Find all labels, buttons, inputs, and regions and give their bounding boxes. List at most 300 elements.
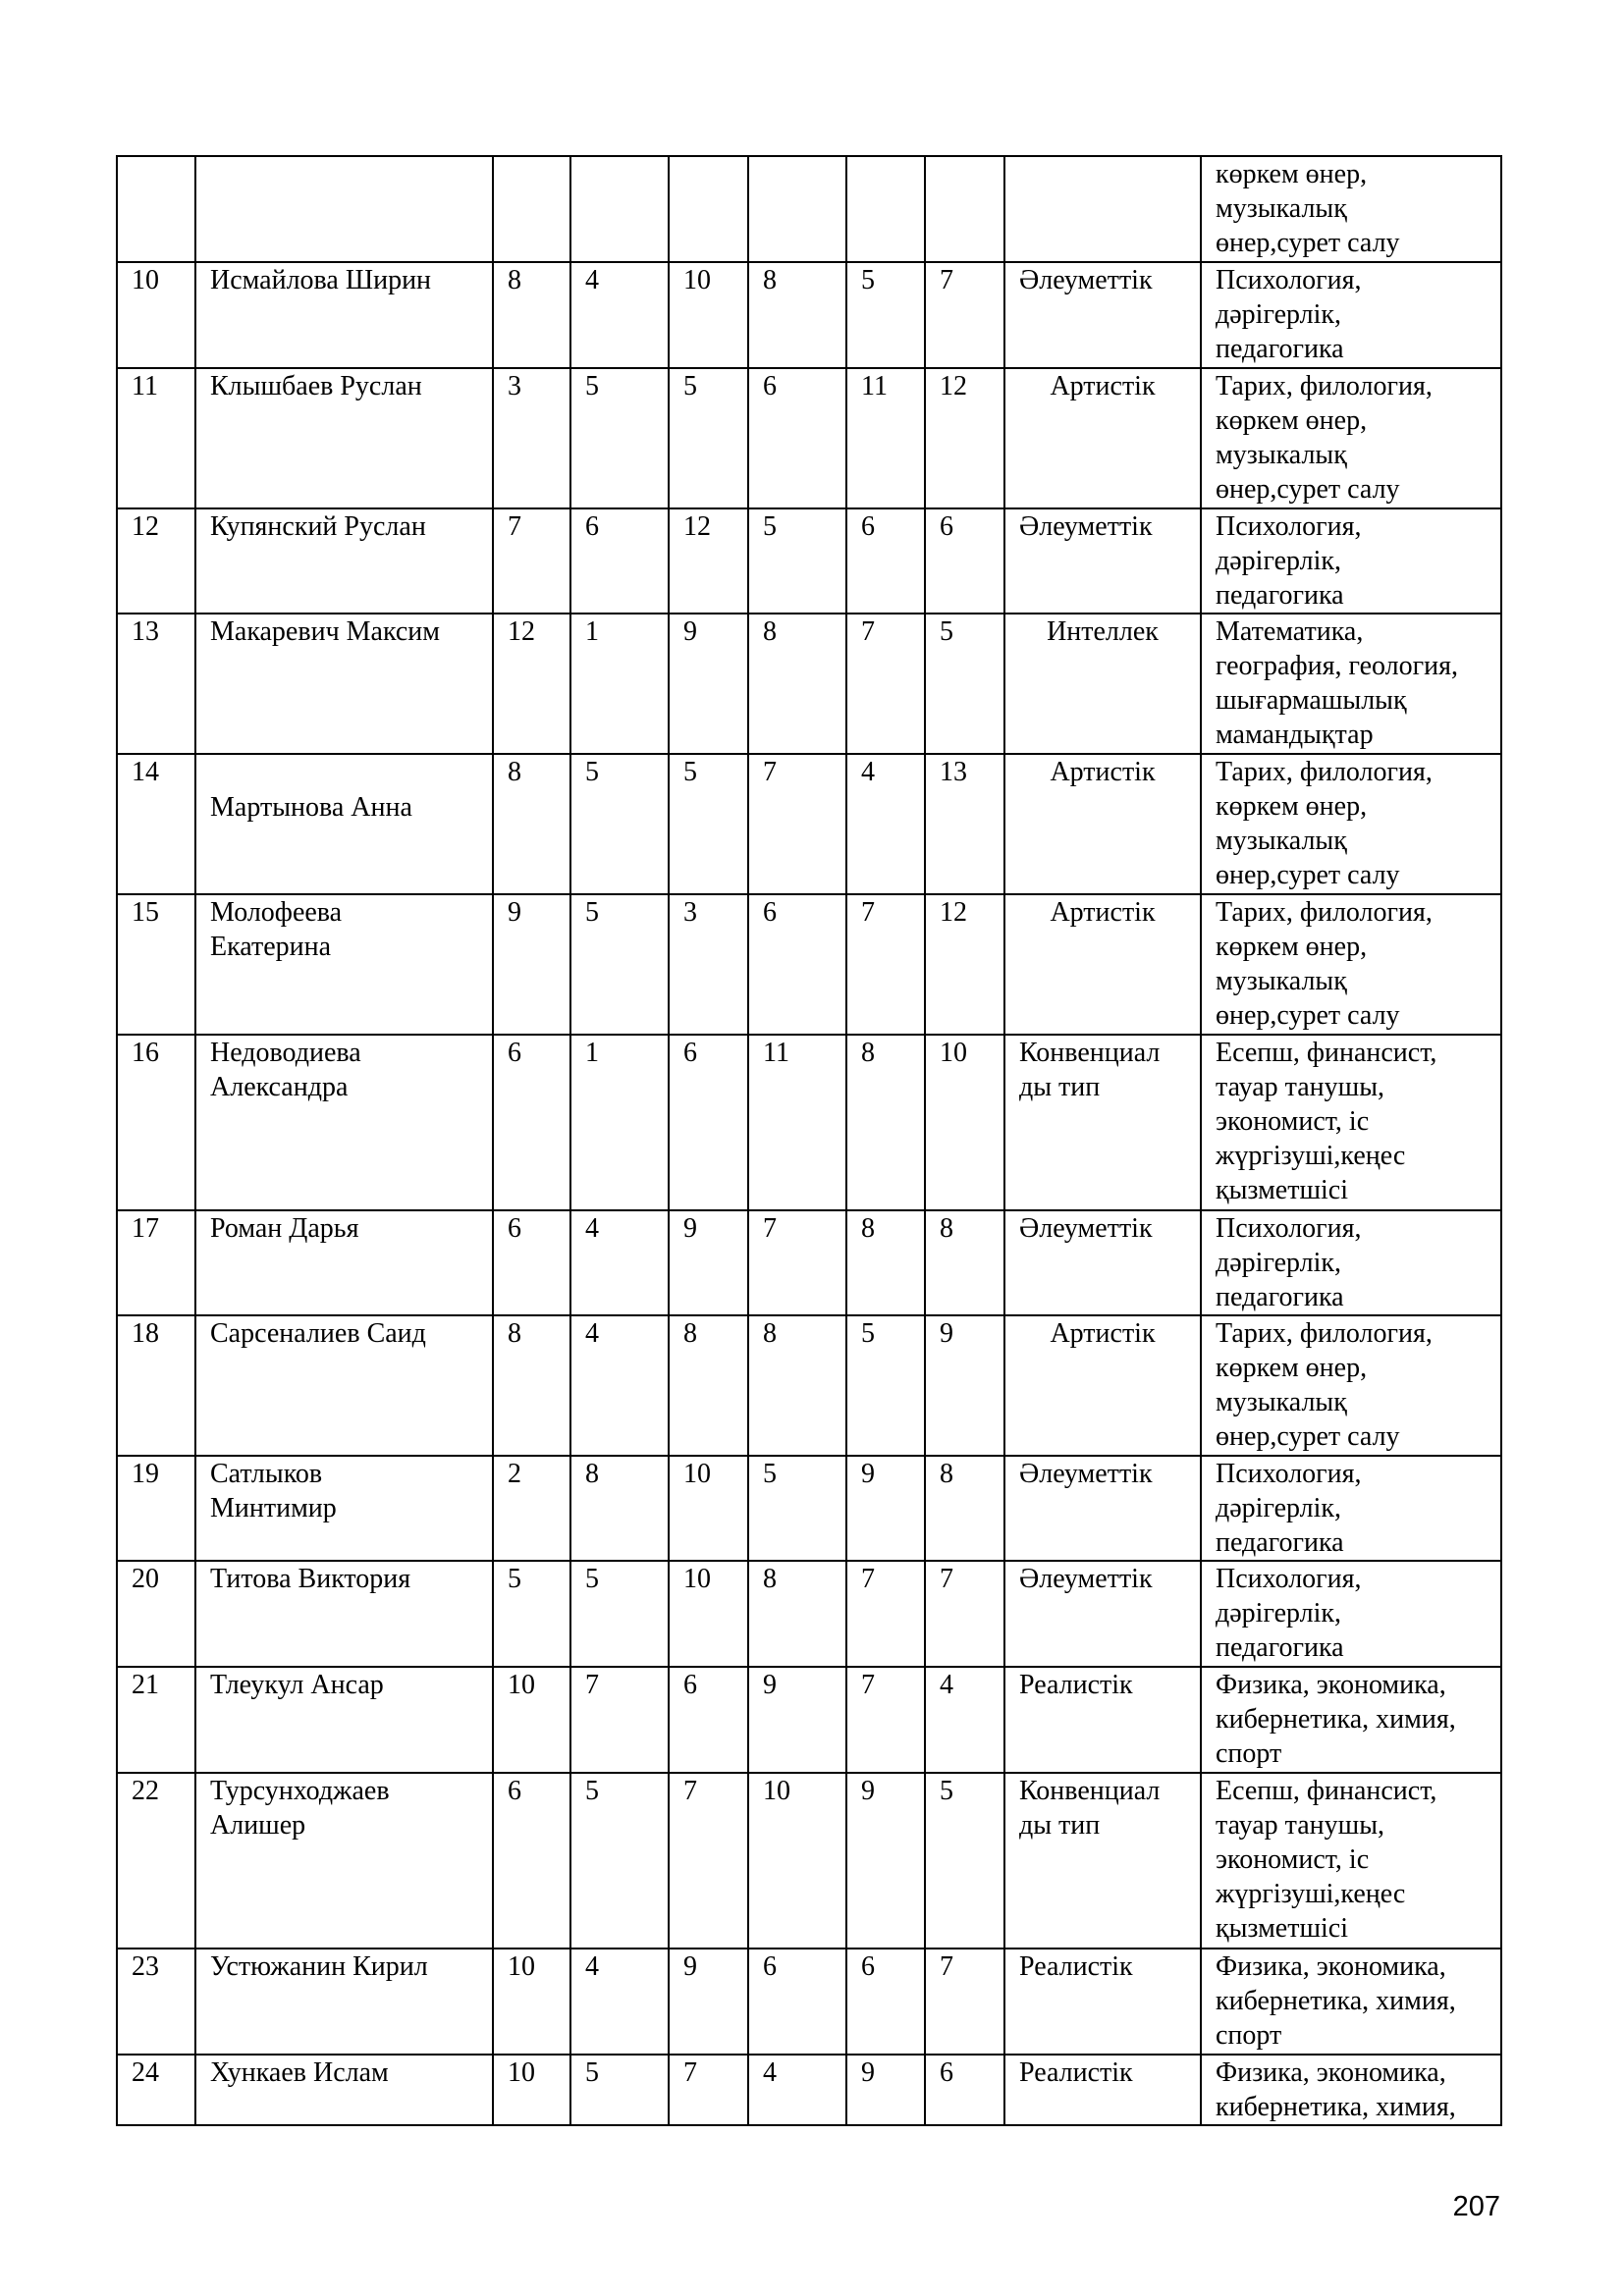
score-3: 9 <box>683 616 697 647</box>
table-row <box>117 1667 1501 1773</box>
student-name-cell <box>195 1949 493 2055</box>
student-name: Недоводиева Александра <box>210 1038 361 1102</box>
score-5: 7 <box>861 1670 875 1700</box>
row-number-cell <box>117 894 195 1035</box>
score-5: 4 <box>861 757 875 787</box>
recommended-professions-cell <box>1201 2055 1501 2125</box>
score-4-cell <box>748 1773 846 1949</box>
score-3-cell <box>669 1773 748 1949</box>
student-name: Купянский Руслан <box>210 511 426 542</box>
table-row <box>117 156 1501 262</box>
row-number-cell <box>117 1561 195 1667</box>
student-name-cell <box>195 614 493 754</box>
table-row <box>117 754 1501 894</box>
score-2: 7 <box>585 1670 599 1700</box>
score-3-cell <box>669 508 748 614</box>
score-2-cell <box>570 156 669 262</box>
recommended-professions: Тарих, филология, көркем өнер, музыкалық өнер,сурет салу <box>1216 897 1433 1031</box>
recommended-professions: Физика, экономика, кибернетика, химия, спорт <box>1216 1670 1456 1769</box>
score-1-cell <box>493 1561 570 1667</box>
personality-type-cell <box>1004 1561 1201 1667</box>
score-2: 5 <box>585 897 599 928</box>
row-number: 12 <box>132 511 159 542</box>
score-4: 5 <box>763 511 777 542</box>
score-1-cell <box>493 1667 570 1773</box>
student-name-cell <box>195 1035 493 1210</box>
score-3: 10 <box>683 1459 711 1489</box>
score-3: 9 <box>683 1213 697 1244</box>
student-name-cell <box>195 1315 493 1456</box>
personality-type: Реалистік <box>1019 1670 1133 1700</box>
score-2: 5 <box>585 1564 599 1594</box>
row-number: 21 <box>132 1670 159 1700</box>
score-1: 10 <box>508 2057 535 2088</box>
recommended-professions: Психология, дәрігерлік, педагогика <box>1216 1564 1362 1663</box>
score-1: 8 <box>508 757 521 787</box>
score-2: 4 <box>585 265 599 295</box>
score-3: 6 <box>683 1670 697 1700</box>
score-1-cell <box>493 368 570 508</box>
recommended-professions: Психология, дәрігерлік, педагогика <box>1216 511 1362 611</box>
score-4: 5 <box>763 1459 777 1489</box>
personality-type: Реалистік <box>1019 1951 1133 1982</box>
score-4: 8 <box>763 265 777 295</box>
score-2: 5 <box>585 1776 599 1806</box>
score-6-cell <box>925 1315 1004 1456</box>
score-2-cell <box>570 1773 669 1949</box>
row-number: 19 <box>132 1459 159 1489</box>
student-name-cell <box>195 1773 493 1949</box>
student-name-cell <box>195 156 493 262</box>
score-1-cell <box>493 508 570 614</box>
score-4-cell <box>748 2055 846 2125</box>
personality-type-cell <box>1004 368 1201 508</box>
score-3-cell <box>669 1949 748 2055</box>
recommended-professions-cell <box>1201 614 1501 754</box>
row-number: 10 <box>132 265 159 295</box>
personality-type: Артистік <box>1050 1318 1156 1349</box>
recommended-professions-cell <box>1201 1949 1501 2055</box>
page-number: 207 <box>1452 2191 1500 2222</box>
score-5: 6 <box>861 1951 875 1982</box>
score-2-cell <box>570 1667 669 1773</box>
score-2-cell <box>570 262 669 368</box>
personality-type: Артистік <box>1050 757 1156 787</box>
score-1: 2 <box>508 1459 521 1489</box>
student-name-cell <box>195 368 493 508</box>
recommended-professions-cell <box>1201 508 1501 614</box>
score-6: 9 <box>940 1318 953 1349</box>
score-4-cell <box>748 614 846 754</box>
score-3: 7 <box>683 2057 697 2088</box>
row-number-cell <box>117 1949 195 2055</box>
personality-type: Конвенциал ды тип <box>1019 1776 1161 1841</box>
row-number: 13 <box>132 616 159 647</box>
score-4: 6 <box>763 897 777 928</box>
recommended-professions-cell <box>1201 1773 1501 1949</box>
personality-type-cell <box>1004 614 1201 754</box>
score-5: 5 <box>861 265 875 295</box>
score-6-cell <box>925 1456 1004 1561</box>
score-4-cell <box>748 156 846 262</box>
score-1-cell <box>493 1456 570 1561</box>
recommended-professions: Есепш, финансист, тауар танушы, экономист, іс жүргізуші,кеңес қызметшісі <box>1216 1776 1437 1944</box>
score-3: 12 <box>683 511 711 542</box>
score-2-cell <box>570 1035 669 1210</box>
score-6: 12 <box>940 897 967 928</box>
row-number-cell <box>117 1035 195 1210</box>
score-6-cell <box>925 156 1004 262</box>
score-3-cell <box>669 1210 748 1315</box>
personality-type-cell <box>1004 1035 1201 1210</box>
score-6: 7 <box>940 1564 953 1594</box>
personality-type: Реалистік <box>1019 2057 1133 2088</box>
score-4: 7 <box>763 757 777 787</box>
score-4: 9 <box>763 1670 777 1700</box>
score-4-cell <box>748 262 846 368</box>
score-6-cell <box>925 1210 1004 1315</box>
score-6: 5 <box>940 616 953 647</box>
score-4: 4 <box>763 2057 777 2088</box>
row-number-cell <box>117 156 195 262</box>
score-1-cell <box>493 2055 570 2125</box>
row-number: 14 <box>132 757 159 787</box>
score-3: 9 <box>683 1951 697 1982</box>
row-number: 22 <box>132 1776 159 1806</box>
personality-type: Конвенциал ды тип <box>1019 1038 1161 1102</box>
table-row <box>117 1456 1501 1561</box>
score-5-cell <box>846 894 925 1035</box>
row-number-cell <box>117 1773 195 1949</box>
table-row <box>117 1210 1501 1315</box>
score-3: 10 <box>683 1564 711 1594</box>
score-2: 4 <box>585 1951 599 1982</box>
score-6-cell <box>925 508 1004 614</box>
score-2: 6 <box>585 511 599 542</box>
score-3-cell <box>669 156 748 262</box>
personality-type-cell <box>1004 1667 1201 1773</box>
score-5-cell <box>846 1315 925 1456</box>
score-4: 6 <box>763 371 777 401</box>
score-6: 6 <box>940 2057 953 2088</box>
row-number: 23 <box>132 1951 159 1982</box>
score-6-cell <box>925 368 1004 508</box>
score-5: 8 <box>861 1038 875 1068</box>
table-row <box>117 894 1501 1035</box>
score-3: 5 <box>683 371 697 401</box>
score-2: 1 <box>585 616 599 647</box>
score-5-cell <box>846 156 925 262</box>
score-2-cell <box>570 1561 669 1667</box>
table-row <box>117 508 1501 614</box>
recommended-professions: Психология, дәрігерлік, педагогика <box>1216 1459 1362 1558</box>
table-row <box>117 2055 1501 2125</box>
score-5-cell <box>846 262 925 368</box>
score-1-cell <box>493 1035 570 1210</box>
score-3: 5 <box>683 757 697 787</box>
score-1: 12 <box>508 616 535 647</box>
score-2-cell <box>570 614 669 754</box>
student-name-cell <box>195 262 493 368</box>
score-5-cell <box>846 1561 925 1667</box>
student-name: Роман Дарья <box>210 1213 359 1244</box>
recommended-professions: Физика, экономика, кибернетика, химия, <box>1216 2057 1456 2122</box>
score-6: 6 <box>940 511 953 542</box>
score-4: 8 <box>763 1564 777 1594</box>
score-4: 8 <box>763 616 777 647</box>
score-3-cell <box>669 262 748 368</box>
score-5: 9 <box>861 2057 875 2088</box>
score-2-cell <box>570 1210 669 1315</box>
score-1: 3 <box>508 371 521 401</box>
score-1: 5 <box>508 1564 521 1594</box>
student-name: Устюжанин Кирил <box>210 1951 428 1982</box>
score-2-cell <box>570 754 669 894</box>
student-name: Клышбаев Руслан <box>210 371 422 401</box>
score-6-cell <box>925 1667 1004 1773</box>
score-5: 9 <box>861 1459 875 1489</box>
score-4-cell <box>748 1456 846 1561</box>
score-6: 12 <box>940 371 967 401</box>
recommended-professions: Тарих, филология, көркем өнер, музыкалық өнер,сурет салу <box>1216 371 1433 505</box>
score-6: 10 <box>940 1038 967 1068</box>
score-5-cell <box>846 368 925 508</box>
score-6: 5 <box>940 1776 953 1806</box>
score-4: 6 <box>763 1951 777 1982</box>
personality-type-cell <box>1004 1949 1201 2055</box>
score-4-cell <box>748 1949 846 2055</box>
score-2: 4 <box>585 1213 599 1244</box>
student-name: Мартынова Анна <box>210 792 412 823</box>
personality-type-cell <box>1004 262 1201 368</box>
score-3-cell <box>669 1035 748 1210</box>
personality-type: Әлеуметтік <box>1019 511 1153 542</box>
score-1: 7 <box>508 511 521 542</box>
score-2: 5 <box>585 757 599 787</box>
score-6: 8 <box>940 1459 953 1489</box>
row-number: 17 <box>132 1213 159 1244</box>
row-number-cell <box>117 1210 195 1315</box>
score-6-cell <box>925 894 1004 1035</box>
score-4-cell <box>748 1035 846 1210</box>
score-6: 7 <box>940 265 953 295</box>
personality-type-cell <box>1004 156 1201 262</box>
student-name: Тлеукул Ансар <box>210 1670 384 1700</box>
personality-type-cell <box>1004 1456 1201 1561</box>
score-6-cell <box>925 262 1004 368</box>
student-name-cell <box>195 754 493 894</box>
score-3: 7 <box>683 1776 697 1806</box>
student-name: Макаревич Максим <box>210 616 441 647</box>
personality-type-cell <box>1004 1315 1201 1456</box>
score-4-cell <box>748 368 846 508</box>
table-row <box>117 368 1501 508</box>
student-name: Титова Виктория <box>210 1564 411 1594</box>
score-5-cell <box>846 1667 925 1773</box>
score-5-cell <box>846 508 925 614</box>
score-6: 7 <box>940 1951 953 1982</box>
score-1-cell <box>493 156 570 262</box>
score-1-cell <box>493 262 570 368</box>
score-5-cell <box>846 754 925 894</box>
row-number-cell <box>117 754 195 894</box>
recommended-professions: Есепш, финансист, тауар танушы, экономист, іс жүргізуші,кеңес қызметшісі <box>1216 1038 1437 1205</box>
row-number-cell <box>117 1667 195 1773</box>
score-5: 7 <box>861 616 875 647</box>
score-2: 1 <box>585 1038 599 1068</box>
score-6: 8 <box>940 1213 953 1244</box>
score-2-cell <box>570 1456 669 1561</box>
table-body <box>117 156 1501 2125</box>
student-name-cell <box>195 1210 493 1315</box>
score-2-cell <box>570 368 669 508</box>
score-4-cell <box>748 1315 846 1456</box>
recommended-professions: көркем өнер, музыкалық өнер,сурет салу <box>1216 159 1400 258</box>
score-3-cell <box>669 1667 748 1773</box>
recommended-professions: Физика, экономика, кибернетика, химия, спорт <box>1216 1951 1456 2051</box>
score-5: 8 <box>861 1213 875 1244</box>
row-number: 24 <box>132 2057 159 2088</box>
student-name: Хункаев Ислам <box>210 2057 389 2088</box>
score-6: 4 <box>940 1670 953 1700</box>
score-1-cell <box>493 1315 570 1456</box>
row-number-cell <box>117 2055 195 2125</box>
personality-type: Әлеуметтік <box>1019 1459 1153 1489</box>
score-4-cell <box>748 754 846 894</box>
recommended-professions-cell <box>1201 754 1501 894</box>
personality-type-cell <box>1004 508 1201 614</box>
student-name-cell <box>195 894 493 1035</box>
recommended-professions: Психология, дәрігерлік, педагогика <box>1216 1213 1362 1312</box>
row-number-cell <box>117 508 195 614</box>
score-1: 9 <box>508 897 521 928</box>
student-name: Сарсеналиев Саид <box>210 1318 426 1349</box>
score-2: 8 <box>585 1459 599 1489</box>
student-name: Турсунходжаев Алишер <box>210 1776 390 1841</box>
row-number: 18 <box>132 1318 159 1349</box>
score-2: 5 <box>585 2057 599 2088</box>
score-1-cell <box>493 894 570 1035</box>
student-name-cell <box>195 2055 493 2125</box>
row-number: 11 <box>132 371 158 401</box>
recommended-professions: Тарих, филология, көркем өнер, музыкалық өнер,сурет салу <box>1216 1318 1433 1452</box>
score-4-cell <box>748 1667 846 1773</box>
score-1: 6 <box>508 1213 521 1244</box>
score-6-cell <box>925 2055 1004 2125</box>
personality-type-cell <box>1004 894 1201 1035</box>
score-2-cell <box>570 1315 669 1456</box>
score-5: 7 <box>861 1564 875 1594</box>
personality-type-cell <box>1004 2055 1201 2125</box>
score-5: 6 <box>861 511 875 542</box>
score-4-cell <box>748 1561 846 1667</box>
recommended-professions-cell <box>1201 262 1501 368</box>
score-3-cell <box>669 1456 748 1561</box>
score-3: 10 <box>683 265 711 295</box>
score-3-cell <box>669 1561 748 1667</box>
score-2-cell <box>570 894 669 1035</box>
table-row <box>117 1561 1501 1667</box>
results-table <box>116 155 1502 2126</box>
score-5-cell <box>846 1773 925 1949</box>
score-1: 8 <box>508 265 521 295</box>
student-name-cell <box>195 1667 493 1773</box>
personality-type-cell <box>1004 1210 1201 1315</box>
table-row <box>117 1949 1501 2055</box>
score-5: 11 <box>861 371 888 401</box>
score-2-cell <box>570 1949 669 2055</box>
student-name: Сатлыков Минтимир <box>210 1459 337 1523</box>
score-6-cell <box>925 1949 1004 2055</box>
personality-type-cell <box>1004 1773 1201 1949</box>
score-6: 13 <box>940 757 967 787</box>
score-4-cell <box>748 508 846 614</box>
recommended-professions-cell <box>1201 1035 1501 1210</box>
score-1: 10 <box>508 1951 535 1982</box>
score-6-cell <box>925 1035 1004 1210</box>
row-number-cell <box>117 262 195 368</box>
score-3: 3 <box>683 897 697 928</box>
score-6-cell <box>925 1561 1004 1667</box>
score-5: 5 <box>861 1318 875 1349</box>
score-3: 8 <box>683 1318 697 1349</box>
score-3-cell <box>669 1315 748 1456</box>
table-row <box>117 1035 1501 1210</box>
score-1-cell <box>493 1210 570 1315</box>
table-row <box>117 1773 1501 1949</box>
recommended-professions: Тарих, филология, көркем өнер, музыкалық өнер,сурет салу <box>1216 757 1433 890</box>
score-5-cell <box>846 1949 925 2055</box>
personality-type-cell <box>1004 754 1201 894</box>
recommended-professions-cell <box>1201 1456 1501 1561</box>
score-1-cell <box>493 754 570 894</box>
personality-type: Әлеуметтік <box>1019 1564 1153 1594</box>
recommended-professions-cell <box>1201 894 1501 1035</box>
student-name-cell <box>195 508 493 614</box>
student-name: Исмайлова Ширин <box>210 265 432 295</box>
score-2: 5 <box>585 371 599 401</box>
row-number-cell <box>117 614 195 754</box>
score-1-cell <box>493 1773 570 1949</box>
recommended-professions: Психология, дәрігерлік, педагогика <box>1216 265 1362 364</box>
recommended-professions-cell <box>1201 1315 1501 1456</box>
personality-type: Әлеуметтік <box>1019 1213 1153 1244</box>
score-3-cell <box>669 368 748 508</box>
score-1-cell <box>493 1949 570 2055</box>
table-row <box>117 614 1501 754</box>
score-2-cell <box>570 508 669 614</box>
score-4: 7 <box>763 1213 777 1244</box>
row-number-cell <box>117 1456 195 1561</box>
score-6-cell <box>925 614 1004 754</box>
score-5: 7 <box>861 897 875 928</box>
score-4: 11 <box>763 1038 789 1068</box>
score-5: 9 <box>861 1776 875 1806</box>
score-3-cell <box>669 614 748 754</box>
score-2: 4 <box>585 1318 599 1349</box>
row-number-cell <box>117 1315 195 1456</box>
student-name-cell <box>195 1456 493 1561</box>
score-4-cell <box>748 1210 846 1315</box>
score-1-cell <box>493 614 570 754</box>
personality-type: Артистік <box>1050 897 1156 928</box>
table-row <box>117 262 1501 368</box>
score-5-cell <box>846 1035 925 1210</box>
score-4: 10 <box>763 1776 790 1806</box>
personality-type: Әлеуметтік <box>1019 265 1153 295</box>
score-1: 6 <box>508 1776 521 1806</box>
score-6-cell <box>925 1773 1004 1949</box>
